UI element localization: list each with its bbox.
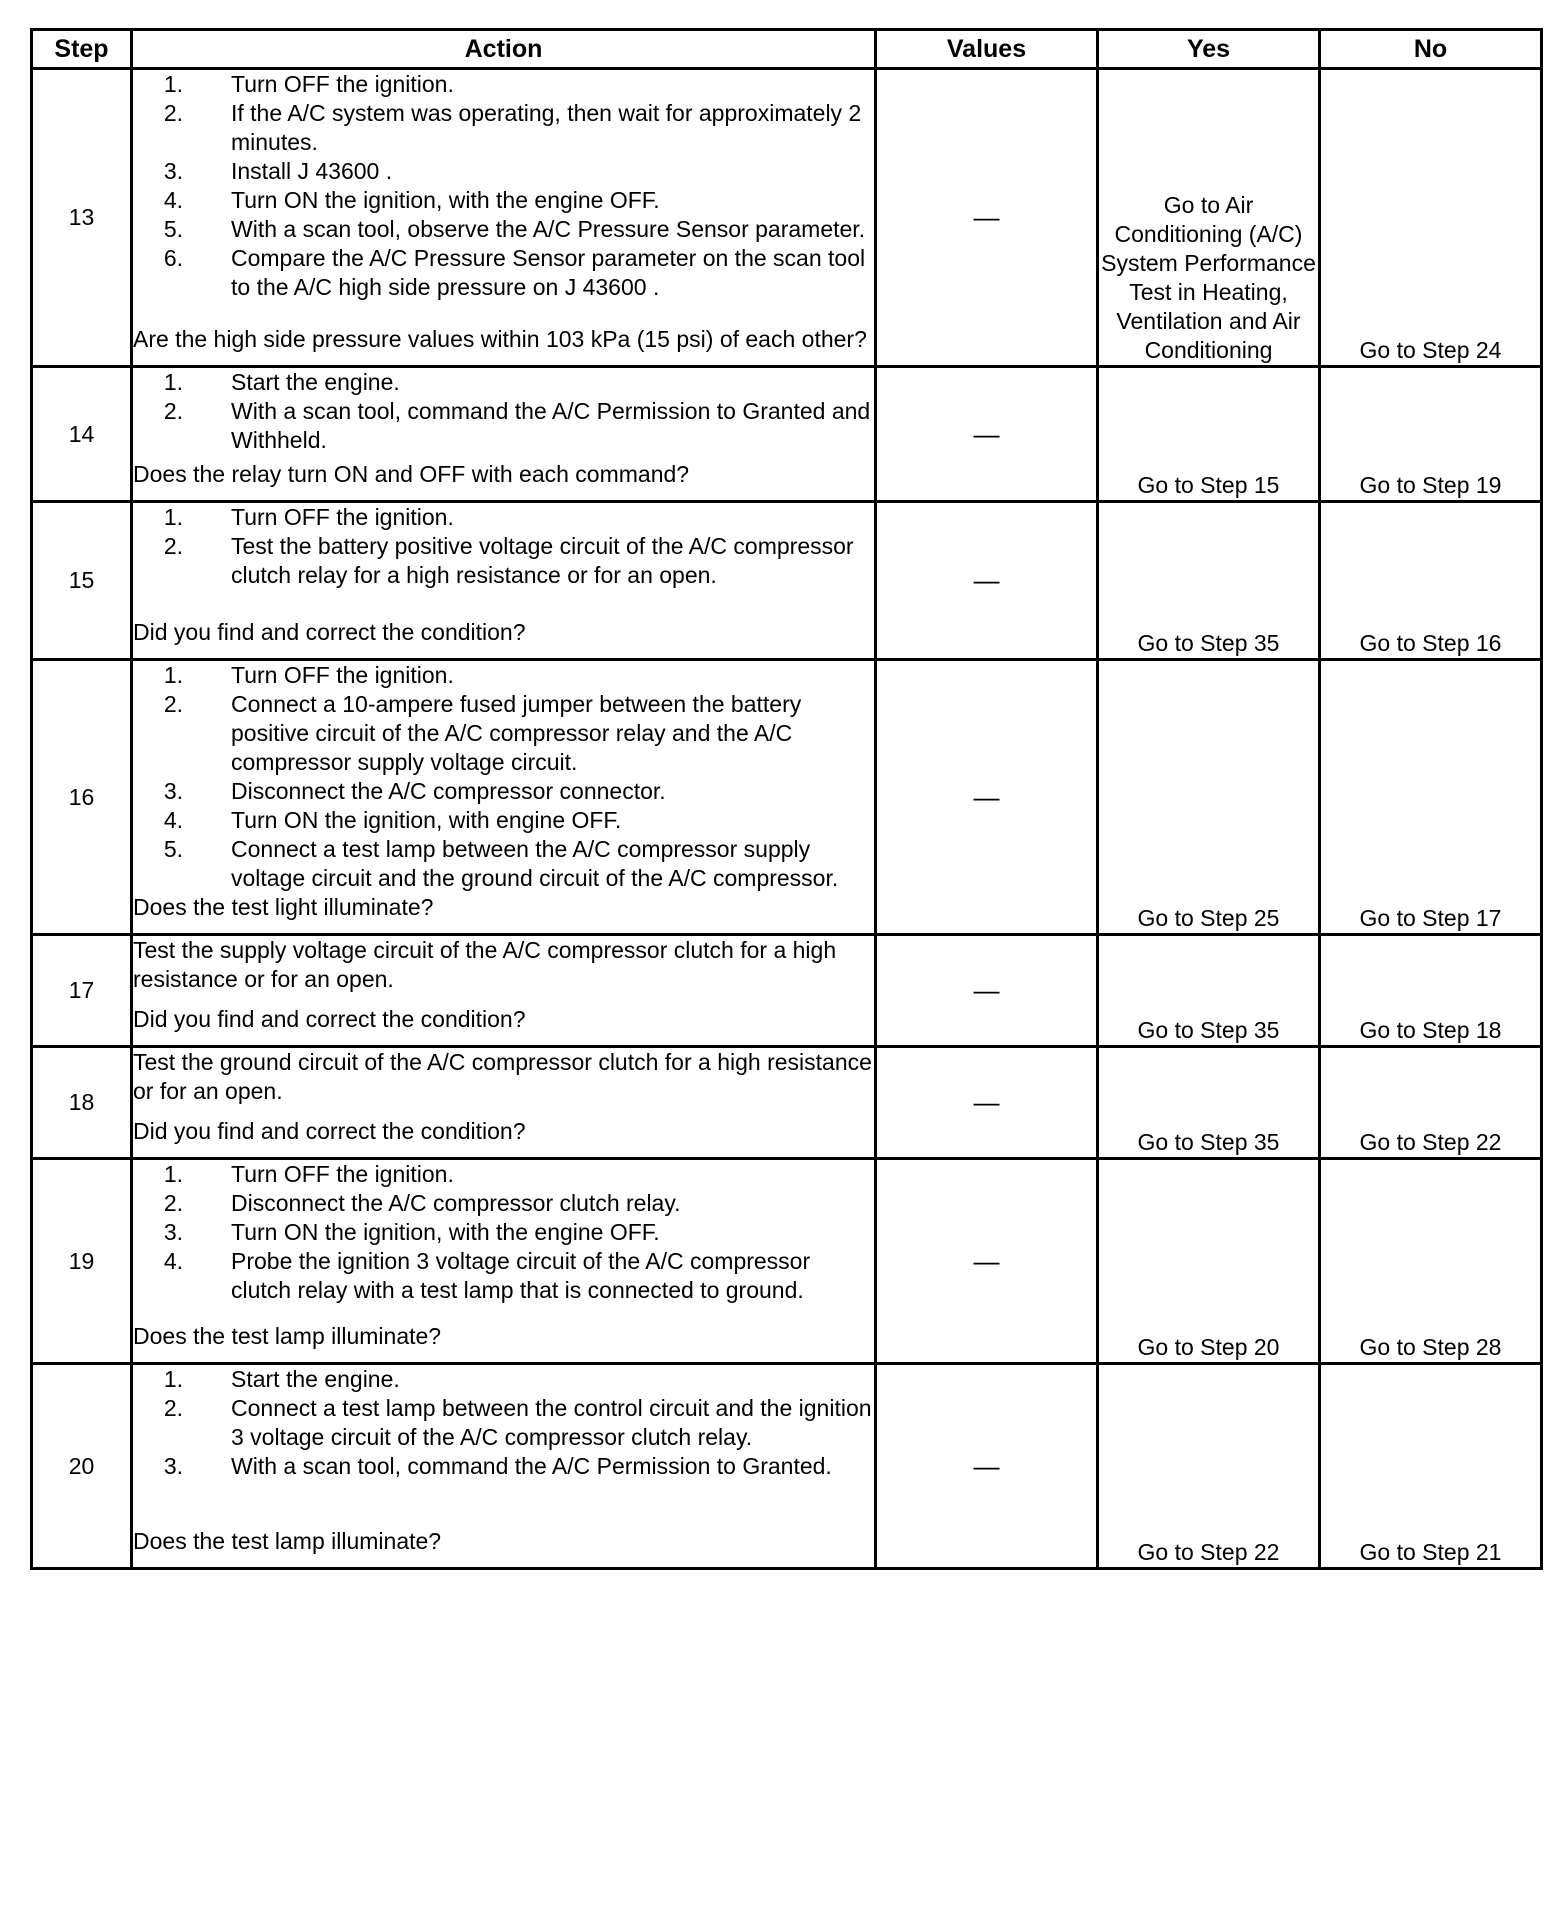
procedure-item-text: If the A/C system was operating, then wait for approximately 2 minutes. — [231, 100, 862, 155]
action-instructions — [133, 368, 874, 455]
yes-result: Go to Step 25 — [1098, 660, 1320, 935]
procedure-list — [133, 1365, 874, 1481]
action-cell — [132, 502, 876, 660]
procedure-item — [133, 70, 874, 99]
table-row — [32, 1364, 1542, 1569]
procedure-item-text: Turn ON the ignition, with the engine OFF. — [231, 187, 660, 213]
action-cell — [132, 367, 876, 502]
procedure-item-number: 5. — [163, 836, 183, 862]
action-instructions — [133, 1160, 874, 1305]
action-content — [133, 503, 874, 647]
table-row — [32, 660, 1542, 935]
procedure-item — [133, 806, 874, 835]
procedure-item-text: Turn ON the ignition, with engine OFF. — [231, 807, 622, 833]
step-number: 16 — [32, 660, 132, 935]
values-cell: — — [876, 69, 1098, 367]
procedure-item-number: 1. — [163, 71, 183, 97]
action-intro-text: Test the supply voltage circuit of the A/C compressor clutch for a high resistance or for an open. — [133, 937, 837, 992]
procedure-item — [133, 661, 874, 690]
procedure-item-number: 4. — [163, 1248, 183, 1274]
procedure-item-text: Connect a 10-ampere fused jumper between the battery positive circuit of the A/C compressor relay and the A/C compressor supply voltage circuit. — [231, 691, 802, 775]
procedure-item-number: 2. — [163, 398, 183, 424]
action-content — [133, 1365, 874, 1556]
values-cell: — — [876, 367, 1098, 502]
values-cell: — — [876, 502, 1098, 660]
action-instructions — [133, 661, 874, 893]
procedure-item — [133, 835, 874, 893]
procedure-item — [133, 690, 874, 777]
action-content — [133, 368, 874, 489]
action-question: Are the high side pressure values within 103 kPa (15 psi) of each other? — [133, 326, 867, 352]
yes-result: Go to Step 22 — [1098, 1364, 1320, 1569]
header-values: Values — [876, 30, 1098, 69]
step-number: 19 — [32, 1159, 132, 1364]
procedure-item-text: With a scan tool, command the A/C Permission to Granted and Withheld. — [231, 398, 871, 453]
action-question: Does the test lamp illuminate? — [133, 1528, 442, 1554]
procedure-item-number: 3. — [163, 778, 183, 804]
procedure-item — [133, 1452, 874, 1481]
yes-result: Go to Step 15 — [1098, 367, 1320, 502]
no-result: Go to Step 24 — [1320, 69, 1542, 367]
procedure-item-number: 2. — [163, 100, 183, 126]
values-cell: — — [876, 1047, 1098, 1159]
procedure-item-number: 4. — [163, 187, 183, 213]
diagnostic-table — [30, 28, 1543, 1570]
yes-result: Go to Air Conditioning (A/C) System Performance Test in Heating, Ventilation and Air Conditioning — [1098, 69, 1320, 367]
action-instructions — [133, 503, 874, 590]
procedure-item-number: 1. — [163, 504, 183, 530]
action-instructions — [133, 936, 874, 994]
action-cell — [132, 935, 876, 1047]
no-result: Go to Step 22 — [1320, 1047, 1542, 1159]
procedure-item-number: 2. — [163, 533, 183, 559]
action-question: Does the relay turn ON and OFF with each command? — [133, 461, 690, 487]
procedure-item-text: Turn OFF the ignition. — [231, 504, 454, 530]
action-cell — [132, 69, 876, 367]
procedure-item-text: Disconnect the A/C compressor clutch relay. — [231, 1190, 681, 1216]
header-no: No — [1320, 30, 1542, 69]
header-yes: Yes — [1098, 30, 1320, 69]
table-row — [32, 1047, 1542, 1159]
procedure-item — [133, 397, 874, 455]
values-cell: — — [876, 1364, 1098, 1569]
procedure-item — [133, 157, 874, 186]
yes-result: Go to Step 20 — [1098, 1159, 1320, 1364]
action-question: Did you find and correct the condition? — [133, 1006, 526, 1032]
procedure-item-number: 4. — [163, 807, 183, 833]
procedure-item-text: Turn OFF the ignition. — [231, 71, 454, 97]
header-action: Action — [132, 30, 876, 69]
no-result: Go to Step 19 — [1320, 367, 1542, 502]
step-number: 13 — [32, 69, 132, 367]
procedure-item-text: Test the battery positive voltage circuit of the A/C compressor clutch relay for a high resistance or for an open. — [231, 533, 854, 588]
procedure-item-number: 2. — [163, 691, 183, 717]
procedure-item-number: 1. — [163, 369, 183, 395]
procedure-item-text: Probe the ignition 3 voltage circuit of the A/C compressor clutch relay with a test lamp that is connected to ground. — [231, 1248, 811, 1303]
procedure-item-text: Install J 43600 . — [231, 158, 393, 184]
no-result: Go to Step 16 — [1320, 502, 1542, 660]
procedure-item — [133, 368, 874, 397]
procedure-item — [133, 1365, 874, 1394]
procedure-item-text: Connect a test lamp between the control circuit and the ignition 3 voltage circuit of the A/C compressor clutch relay. — [231, 1395, 872, 1450]
values-cell: — — [876, 1159, 1098, 1364]
action-content — [133, 1048, 874, 1146]
procedure-item — [133, 1218, 874, 1247]
action-instructions — [133, 1048, 874, 1106]
procedure-item-text: Connect a test lamp between the A/C compressor supply voltage circuit and the ground circuit of the A/C compressor. — [231, 836, 839, 891]
step-number: 14 — [32, 367, 132, 502]
procedure-item-text: With a scan tool, observe the A/C Pressure Sensor parameter. — [231, 216, 866, 242]
procedure-list — [133, 661, 874, 893]
procedure-item — [133, 1394, 874, 1452]
yes-result: Go to Step 35 — [1098, 1047, 1320, 1159]
step-number: 15 — [32, 502, 132, 660]
action-content — [133, 1160, 874, 1351]
no-result: Go to Step 17 — [1320, 660, 1542, 935]
procedure-item — [133, 503, 874, 532]
action-question: Does the test lamp illuminate? — [133, 1323, 442, 1349]
procedure-item-text: Turn ON the ignition, with the engine OFF. — [231, 1219, 660, 1245]
procedure-item — [133, 215, 874, 244]
table-row — [32, 367, 1542, 502]
procedure-item — [133, 244, 874, 302]
procedure-item-number: 6. — [163, 245, 183, 271]
procedure-list — [133, 1160, 874, 1305]
action-cell — [132, 1047, 876, 1159]
procedure-item-number: 3. — [163, 1219, 183, 1245]
yes-result: Go to Step 35 — [1098, 935, 1320, 1047]
procedure-list — [133, 368, 874, 455]
action-cell — [132, 1364, 876, 1569]
procedure-item-number: 3. — [163, 158, 183, 184]
table-row — [32, 1159, 1542, 1364]
procedure-item-text: Start the engine. — [231, 369, 400, 395]
action-content — [133, 661, 874, 922]
procedure-item-text: With a scan tool, command the A/C Permission to Granted. — [231, 1453, 832, 1479]
procedure-item-text: Disconnect the A/C compressor connector. — [231, 778, 666, 804]
procedure-item-number: 2. — [163, 1395, 183, 1421]
header-step: Step — [32, 30, 132, 69]
values-cell: — — [876, 935, 1098, 1047]
step-number: 18 — [32, 1047, 132, 1159]
action-cell — [132, 1159, 876, 1364]
procedure-item-text: Turn OFF the ignition. — [231, 662, 454, 688]
action-cell — [132, 660, 876, 935]
procedure-item-number: 2. — [163, 1190, 183, 1216]
header-row — [32, 30, 1542, 69]
procedure-item — [133, 99, 874, 157]
values-cell: — — [876, 660, 1098, 935]
procedure-item — [133, 186, 874, 215]
procedure-item-number: 5. — [163, 216, 183, 242]
step-number: 17 — [32, 935, 132, 1047]
table-row — [32, 69, 1542, 367]
action-question: Did you find and correct the condition? — [133, 619, 526, 645]
procedure-item-text: Turn OFF the ignition. — [231, 1161, 454, 1187]
table-body — [32, 69, 1542, 1569]
action-instructions — [133, 1365, 874, 1481]
action-question: Did you find and correct the condition? — [133, 1118, 526, 1144]
table-row — [32, 502, 1542, 660]
yes-result: Go to Step 35 — [1098, 502, 1320, 660]
action-intro-text: Test the ground circuit of the A/C compressor clutch for a high resistance or for an open. — [133, 1049, 872, 1104]
procedure-item-number: 1. — [163, 1161, 183, 1187]
action-content — [133, 936, 874, 1034]
procedure-item — [133, 1160, 874, 1189]
action-question: Does the test light illuminate? — [133, 894, 434, 920]
procedure-item — [133, 1189, 874, 1218]
no-result: Go to Step 28 — [1320, 1159, 1542, 1364]
procedure-item — [133, 777, 874, 806]
step-number: 20 — [32, 1364, 132, 1569]
procedure-list — [133, 70, 874, 302]
table-row — [32, 935, 1542, 1047]
procedure-item — [133, 1247, 874, 1305]
procedure-item-text: Compare the A/C Pressure Sensor parameter on the scan tool to the A/C high side pressure on J 43600 . — [231, 245, 866, 300]
no-result: Go to Step 21 — [1320, 1364, 1542, 1569]
action-content — [133, 70, 874, 354]
no-result: Go to Step 18 — [1320, 935, 1542, 1047]
procedure-item-text: Start the engine. — [231, 1366, 400, 1392]
procedure-item-number: 3. — [163, 1453, 183, 1479]
procedure-item-number: 1. — [163, 662, 183, 688]
action-instructions — [133, 70, 874, 302]
procedure-item-number: 1. — [163, 1366, 183, 1392]
procedure-item — [133, 532, 874, 590]
procedure-list — [133, 503, 874, 590]
diagnostic-document — [30, 28, 1543, 1570]
